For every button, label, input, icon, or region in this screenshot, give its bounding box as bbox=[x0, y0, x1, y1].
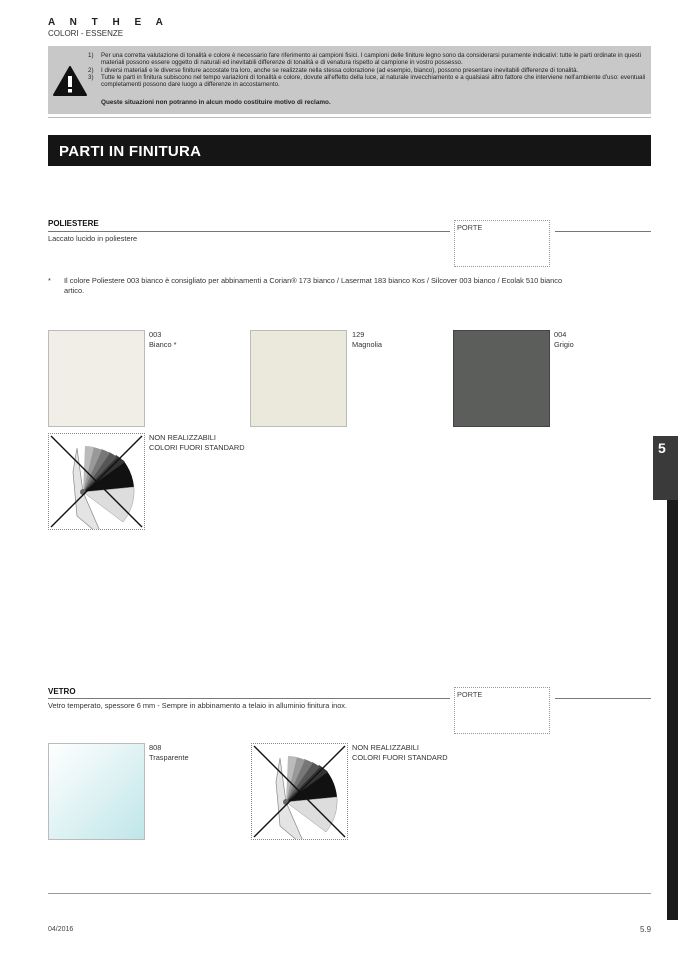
chapter-bar bbox=[667, 500, 678, 920]
notice-divider bbox=[48, 117, 651, 118]
swatch-004[interactable] bbox=[453, 330, 550, 427]
page-number: 5.9 bbox=[640, 925, 652, 934]
footer-divider bbox=[48, 893, 651, 894]
notice-disclaimer: Queste situazioni non potranno in alcun modo costituire motivo di reclamo. bbox=[101, 99, 331, 106]
footer-date: 04/2016 bbox=[48, 926, 74, 933]
poliestere-title: POLIESTERE bbox=[48, 219, 99, 228]
swatch-label: 808 Trasparente bbox=[149, 743, 189, 762]
notice-item: 2) I diversi materiali e le diverse finiture accostate tra loro, anche se realizzate nella stessa colorazione (ad esempio, bianco), possono presentare inevitabili differenze di tonalità. bbox=[88, 66, 579, 74]
swatch-808[interactable] bbox=[48, 743, 145, 840]
section-divider bbox=[555, 698, 651, 699]
section-divider bbox=[48, 231, 450, 232]
color-fan-icon bbox=[49, 434, 144, 529]
porte-label: PORTE bbox=[457, 690, 483, 699]
warning-icon bbox=[53, 66, 87, 96]
swatch-label: 004 Grigio bbox=[554, 330, 574, 349]
brand-name: A N T H E A bbox=[48, 17, 169, 28]
section-divider bbox=[48, 698, 450, 699]
chapter-number: 5 bbox=[658, 440, 666, 456]
non-realizzabili-box bbox=[48, 433, 145, 530]
color-fan-icon bbox=[252, 744, 347, 839]
catalog-section: COLORI - ESSENZE bbox=[48, 29, 124, 38]
swatch-003[interactable] bbox=[48, 330, 145, 427]
notice-item: 1) Per una corretta valutazione di tonalità e colore è necessario fare riferimento ai campioni fisici. I campioni delle finiture legno sono da considerarsi puramente indicativi: tutte le parti ordinate in questi materiali possono essere oggetto di naturali ed inevitabili differenze di tonalità e di venatura rispetto al campione in vostro possesso. bbox=[88, 52, 641, 67]
non-realizzabili-box bbox=[251, 743, 348, 840]
vetro-description: Vetro temperato, spessore 6 mm - Sempre in abbinamento a telaio in alluminio finitura inox. bbox=[48, 701, 348, 710]
notice-list bbox=[88, 52, 646, 88]
swatch-label: 003 Bianco * bbox=[149, 330, 177, 349]
non-realizzabili-label: NON REALIZZABILI COLORI FUORI STANDARD bbox=[352, 743, 448, 762]
footnote-mark: * bbox=[48, 276, 51, 285]
vetro-title: VETRO bbox=[48, 687, 76, 696]
non-realizzabili-label: NON REALIZZABILI COLORI FUORI STANDARD bbox=[149, 433, 245, 452]
swatch-129[interactable] bbox=[250, 330, 347, 427]
footnote-text: Il colore Poliestere 003 bianco è consigliato per abbinamenti a Corian® 173 bianco / Lasermat 183 bianco Kos / Silcover 003 bianco / Ecolak 510 bianco artico. bbox=[64, 276, 563, 295]
notice-item: 3) Tutte le parti in finitura subiscono nel tempo variazioni di tonalità e colore, dovute all'effetto della luce, al naturale invecchiamento e a qualsiasi altro fattore che interviene nell'ambiente d'uso: eventuali completamenti possono dare luogo a differenze in accostamento. bbox=[88, 73, 646, 89]
page-title: PARTI IN FINITURA bbox=[59, 143, 202, 160]
poliestere-description: Laccato lucido in poliestere bbox=[48, 234, 138, 243]
swatch-label: 129 Magnolia bbox=[352, 330, 382, 349]
section-divider bbox=[555, 231, 651, 232]
porte-label: PORTE bbox=[457, 223, 483, 232]
